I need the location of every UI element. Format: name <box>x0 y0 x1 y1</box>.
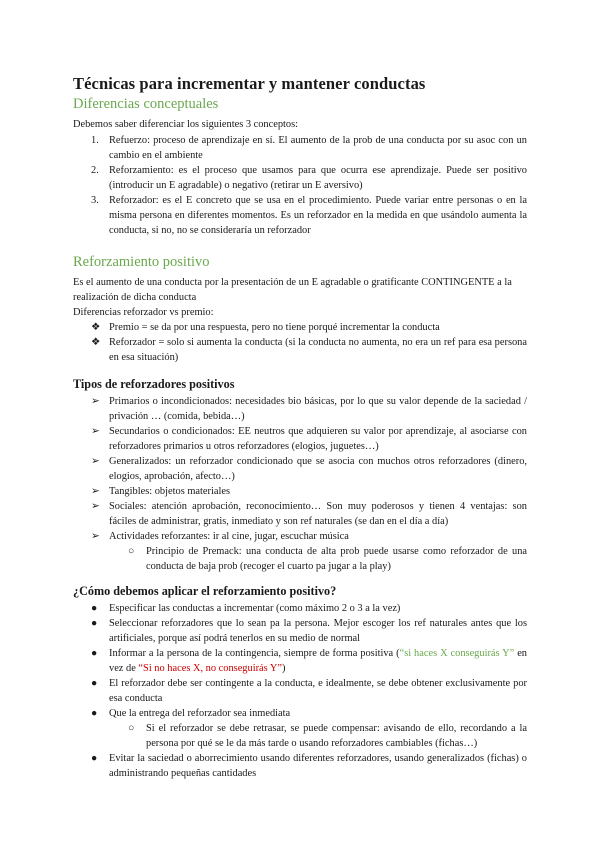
positive-example: “si haces X conseguirás Y” <box>399 648 515 659</box>
list-item: Especificar las conductas a incrementar (como máximo 2 o 3 a la vez) <box>109 603 401 614</box>
list-item: El reforzador debe ser contingente a la conducta, e idealmente, se debe obtener exclusivamente por esa conducta <box>109 678 527 704</box>
arrow-bullet-icon: ➢ <box>91 456 100 467</box>
page-title: Técnicas para incrementar y mantener conductas <box>73 74 426 93</box>
list-item: Actividades reforzantes: ir al cine, jugar, escuchar música <box>109 531 349 542</box>
list-item: Que la entrega del reforzador sea inmediata <box>109 708 291 719</box>
subtitle-paragraph: Diferencias reforzador vs premio: <box>73 307 214 318</box>
list-subitem: Principio de Premack: una conducta de alta prob puede usarse como reforzador de una conducta de baja prob (recoger el cuarto pa jugar a la play) <box>146 546 527 572</box>
item-text: Informar a la persona de la contingencia, siempre de forma positiva ( <box>109 648 400 659</box>
arrow-bullet-icon: ➢ <box>91 486 100 497</box>
list-item: Sociales: atención aprobación, reconocimiento… Son muy poderosos y tienen 4 ventajas: son fáciles de administrar, gratis, inmediato y son ref naturales (se dan en el día a día) <box>109 501 527 527</box>
list-marker: 1. <box>91 135 99 146</box>
diamond-bullet-icon: ❖ <box>91 337 101 348</box>
diamond-bullet-icon: ❖ <box>91 322 101 333</box>
list-item: Primarios o incondicionados: necesidades bio básicas, por lo que su valor depende de la saciedad / privación … (comida, bebida…) <box>109 396 527 422</box>
intro-paragraph: Debemos saber diferenciar los siguientes 3 conceptos: <box>73 119 299 130</box>
dot-bullet-icon: ● <box>91 618 98 629</box>
item-text: ) <box>282 663 286 674</box>
list-item <box>109 646 527 676</box>
list-subitem: Si el reforzador se debe retrasar, se puede compensar: avisando de ello, recordando a la persona por qué se le da más tarde o usando reforzadores cambiables (fichas…) <box>146 723 527 749</box>
section-heading-como-aplicar: ¿Cómo debemos aplicar el reforzamiento positivo? <box>73 584 337 598</box>
circle-bullet-icon: ○ <box>128 723 135 734</box>
list-item: Reforzador: es el E concreto que se usa en el procedimiento. Puede variar entre personas o en la misma persona en diferentes momentos. Es un reforzador en la medida en que usándolo aumenta la conducta, si no, no se consideraría un reforzador <box>109 195 527 236</box>
dot-bullet-icon: ● <box>91 708 98 719</box>
list-item: Tangibles: objetos materiales <box>109 486 231 497</box>
definition-paragraph: Es el aumento de una conducta por la presentación de un E agradable o gratificante CONTINGENTE a la realización de dicha conducta <box>73 277 512 303</box>
list-item: Reforzador = solo si aumenta la conducta (si la conducta no aumenta, no era un ref para esa persona en esa situación) <box>109 337 527 363</box>
list-item: Evitar la saciedad o aborrecimiento usando diferentes reforzadores, usando generalizados (fichas) o administrando pequeñas cantidades <box>109 753 527 779</box>
section-heading-reforzamiento: Reforzamiento positivo <box>73 254 210 270</box>
dot-bullet-icon: ● <box>91 603 98 614</box>
arrow-bullet-icon: ➢ <box>91 501 100 512</box>
dot-bullet-icon: ● <box>91 648 98 659</box>
section-heading-diferencias: Diferencias conceptuales <box>73 96 219 112</box>
circle-bullet-icon: ○ <box>128 546 135 557</box>
arrow-bullet-icon: ➢ <box>91 531 100 542</box>
dot-bullet-icon: ● <box>91 753 98 764</box>
dot-bullet-icon: ● <box>91 678 98 689</box>
section-heading-tipos: Tipos de reforzadores positivos <box>73 377 235 391</box>
list-marker: 3. <box>91 195 99 206</box>
list-item: Seleccionar reforzadores que lo sean pa la persona. Mejor escoger los ref naturales antes que los artificiales, porque así podrá tenerlos en su medio de normal <box>109 618 527 644</box>
arrow-bullet-icon: ➢ <box>91 426 100 437</box>
negative-example: “Si no haces X, no conseguirás Y” <box>138 663 283 674</box>
list-item: Premio = se da por una respuesta, pero no tiene porqué incrementar la conducta <box>109 322 440 333</box>
list-item: Generalizados: un reforzador condicionado que se asocia con muchos otros reforzadores (dinero, elogios, aprobación, afecto…) <box>109 456 527 482</box>
item-text: en vez de <box>109 648 527 674</box>
list-item: Refuerzo: proceso de aprendizaje en sí. El aumento de la prob de una conducta por su asoc con un cambio en el ambiente <box>109 135 527 161</box>
arrow-bullet-icon: ➢ <box>91 396 100 407</box>
list-item: Reforzamiento: es el proceso que usamos para que ocurra ese aprendizaje. Puede ser positivo (introducir un E agradable) o negativo (retirar un E aversivo) <box>109 165 527 191</box>
list-item: Secundarios o condicionados: EE neutros que adquieren su valor por aprendizaje, al asociarse con reforzadores primarios u otros reforzadores (elogios, juguetes…) <box>109 426 527 452</box>
list-marker: 2. <box>91 165 99 176</box>
